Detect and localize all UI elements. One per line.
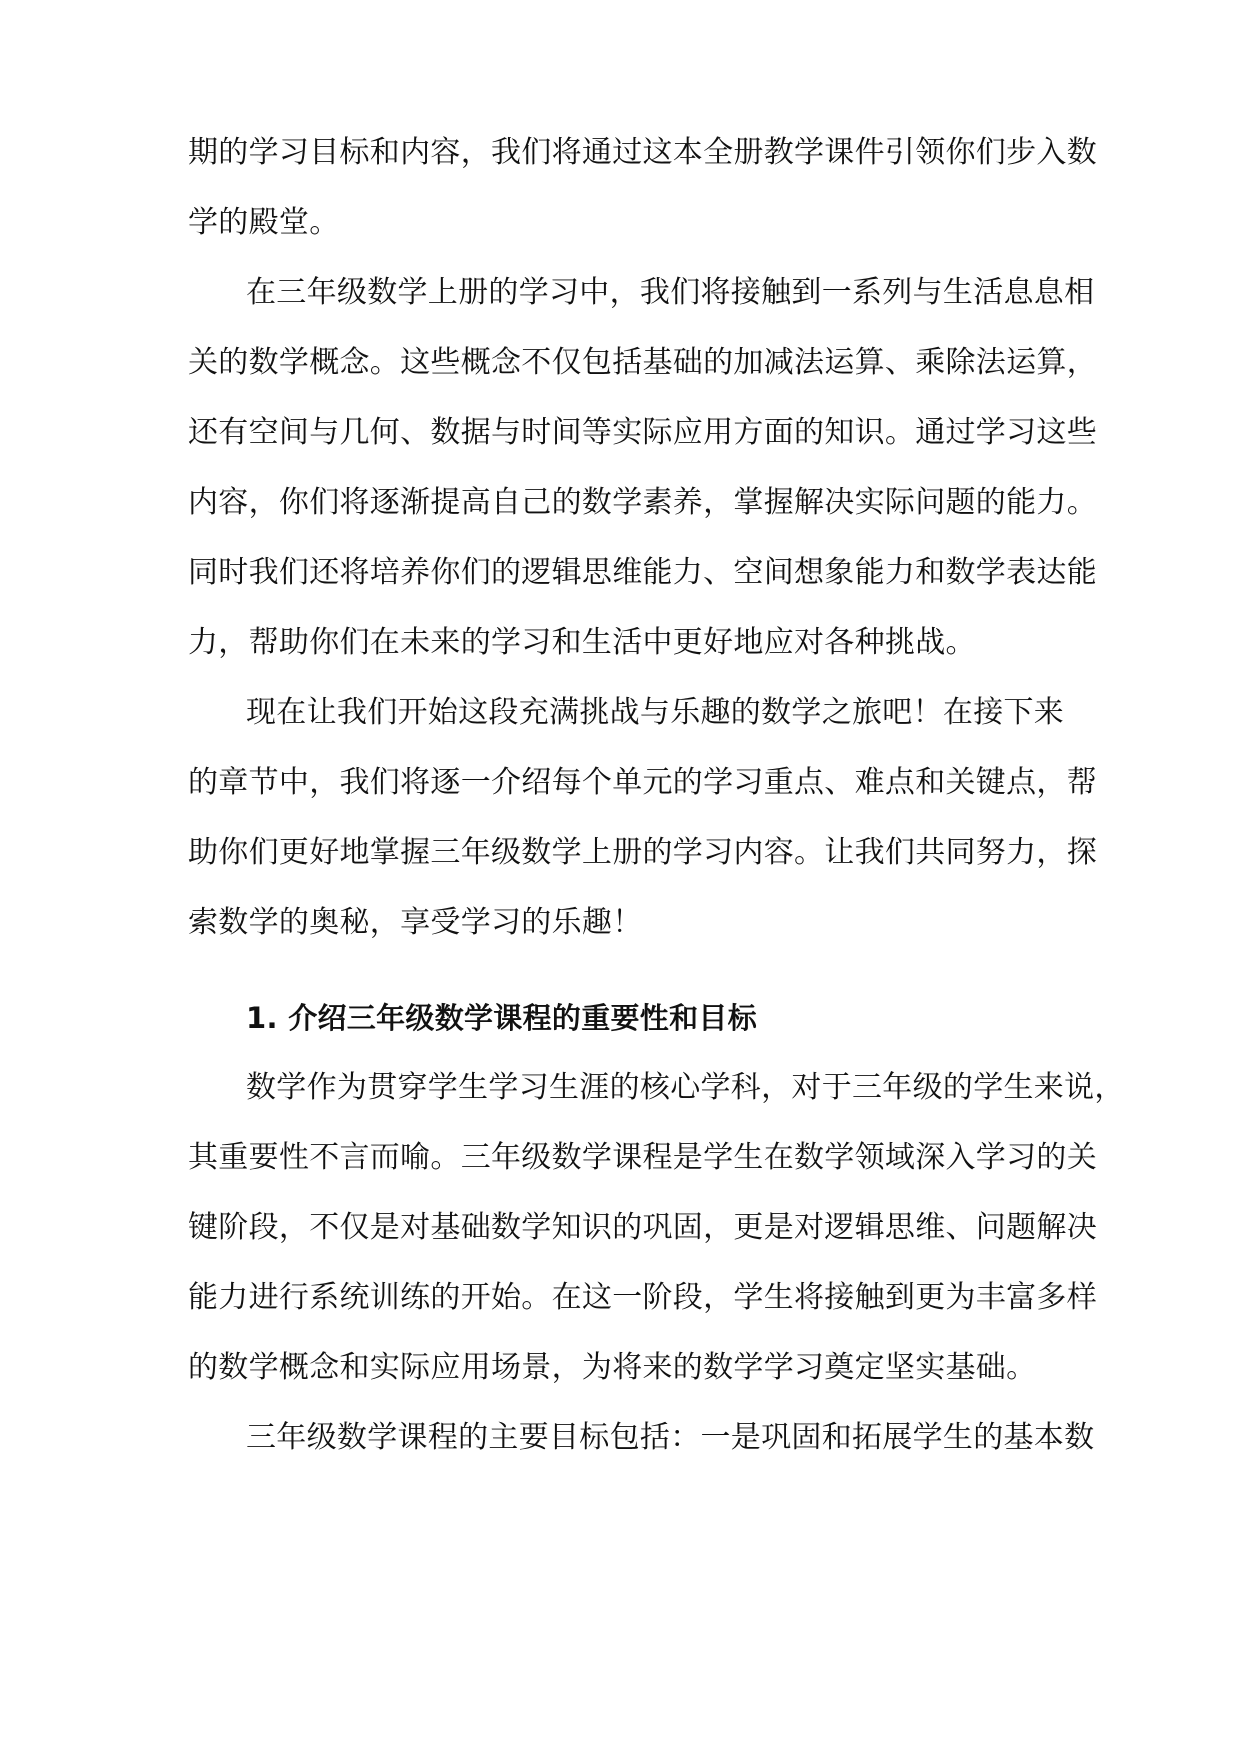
- paragraph-line: 关的数学概念。这些概念不仅包括基础的加减法运算、乘除法运算，: [188, 345, 1097, 380]
- paragraph-line: 能力进行系统训练的开始。在这一阶段，学生将接触到更为丰富多样: [188, 1280, 1097, 1315]
- paragraph-line: 键阶段，不仅是对基础数学知识的巩固，更是对逻辑思维、问题解决: [188, 1210, 1097, 1245]
- paragraph-line: 学的殿堂。: [188, 205, 340, 240]
- paragraph-line: 的数学概念和实际应用场景，为将来的数学学习奠定坚实基础。: [188, 1350, 1037, 1385]
- paragraph-line: 期的学习目标和内容，我们将通过这本全册教学课件引领你们步入数: [188, 135, 1097, 170]
- paragraph-line: 还有空间与几何、数据与时间等实际应用方面的知识。通过学习这些: [188, 415, 1097, 450]
- paragraph-line: 同时我们还将培养你们的逻辑思维能力、空间想象能力和数学表达能: [188, 555, 1097, 590]
- paragraph-line: 索数学的奥秘，享受学习的乐趣！: [188, 905, 643, 940]
- paragraph-line: 其重要性不言而喻。三年级数学课程是学生在数学领域深入学习的关: [188, 1140, 1097, 1175]
- paragraph-line: 力，帮助你们在未来的学习和生活中更好地应对各种挑战。: [188, 625, 976, 660]
- paragraph-line: 在三年级数学上册的学习中，我们将接触到一系列与生活息息相: [246, 275, 1095, 310]
- paragraph-line: 三年级数学课程的主要目标包括：一是巩固和拓展学生的基本数: [246, 1420, 1095, 1455]
- paragraph-line: 数学作为贯穿学生学习生涯的核心学科，对于三年级的学生来说，: [246, 1070, 1125, 1105]
- paragraph-line: 内容，你们将逐渐提高自己的数学素养，掌握解决实际问题的能力。: [188, 485, 1097, 520]
- paragraph-line: 助你们更好地掌握三年级数学上册的学习内容。让我们共同努力，探: [188, 835, 1097, 870]
- paragraph-line: 的章节中，我们将逐一介绍每个单元的学习重点、难点和关键点，帮: [188, 765, 1097, 800]
- paragraph-line: 现在让我们开始这段充满挑战与乐趣的数学之旅吧！在接下来: [246, 695, 1065, 730]
- section-heading: 1. 介绍三年级数学课程的重要性和目标: [246, 1001, 757, 1035]
